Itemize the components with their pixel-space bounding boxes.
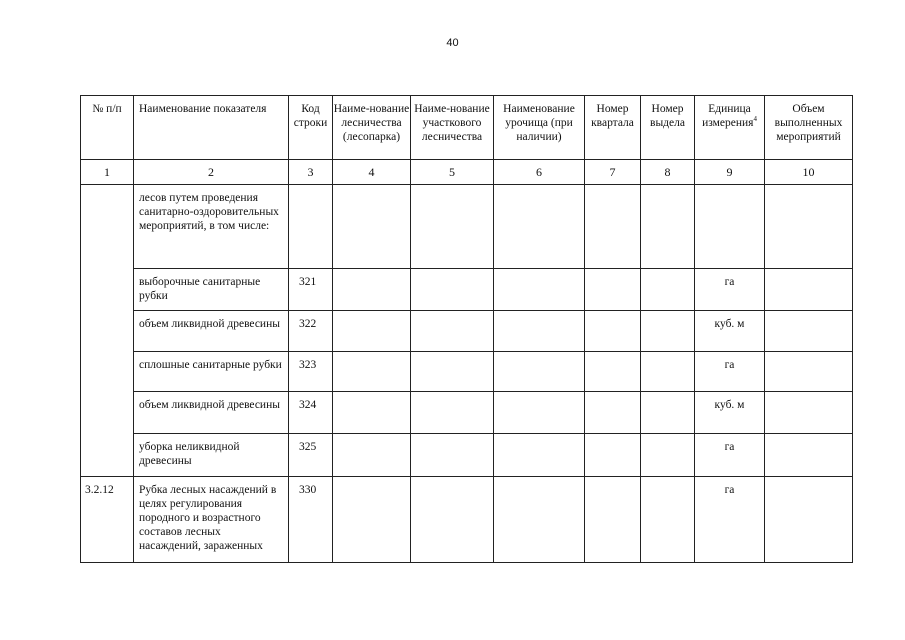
cell-empty xyxy=(411,434,494,477)
row-code: 322 xyxy=(289,311,333,352)
header-number: № п/п xyxy=(81,96,134,160)
cell-empty xyxy=(765,477,853,563)
cell-empty xyxy=(494,269,585,311)
cell-empty xyxy=(765,352,853,392)
row-unit: куб. м xyxy=(695,311,765,352)
cell-empty xyxy=(494,392,585,434)
cell-empty xyxy=(585,269,641,311)
header-allotment-number: Номер выдела xyxy=(641,96,695,160)
column-number: 4 xyxy=(333,160,411,185)
cell-empty xyxy=(641,352,695,392)
row-code: 324 xyxy=(289,392,333,434)
cell-empty xyxy=(494,311,585,352)
cell-empty xyxy=(641,477,695,563)
table-row xyxy=(81,392,853,434)
row-name: сплошные санитарные рубки xyxy=(134,352,289,392)
row-unit: га xyxy=(695,269,765,311)
header-unit-label: Единица измерения xyxy=(702,103,754,129)
cell-empty xyxy=(585,392,641,434)
cell-empty xyxy=(585,477,641,563)
cell-empty xyxy=(333,434,411,477)
cell-empty xyxy=(333,185,411,269)
table-row xyxy=(81,185,853,269)
cell-empty xyxy=(765,434,853,477)
cell-empty xyxy=(585,185,641,269)
row-name: выборочные санитарные рубки xyxy=(134,269,289,311)
row-unit xyxy=(695,185,765,269)
row-name: объем ликвидной древесины xyxy=(134,311,289,352)
header-quarter-number: Номер квартала xyxy=(585,96,641,160)
cell-empty xyxy=(765,269,853,311)
table-row xyxy=(81,477,853,563)
cell-empty xyxy=(494,352,585,392)
row-code xyxy=(289,185,333,269)
cell-empty xyxy=(411,269,494,311)
header-indicator-name: Наименование показателя xyxy=(134,96,289,160)
row-name: лесов путем проведения санитарно-оздоровительных мероприятий, в том числе: xyxy=(134,185,289,269)
cell-empty xyxy=(333,352,411,392)
table-row xyxy=(81,352,853,392)
cell-empty xyxy=(411,352,494,392)
row-number xyxy=(81,185,134,477)
header-row xyxy=(81,96,853,160)
cell-empty xyxy=(411,392,494,434)
header-tract: Наименование урочища (при наличии) xyxy=(494,96,585,160)
cell-empty xyxy=(585,434,641,477)
row-code: 323 xyxy=(289,352,333,392)
row-code: 321 xyxy=(289,269,333,311)
cell-empty xyxy=(641,311,695,352)
report-table xyxy=(80,95,853,563)
cell-empty xyxy=(641,392,695,434)
cell-empty xyxy=(411,185,494,269)
column-number: 5 xyxy=(411,160,494,185)
column-number: 2 xyxy=(134,160,289,185)
row-name: Рубка лесных насаждений в целях регулирования породного и возрастного составов лесных насаждений, зараженных xyxy=(134,477,289,563)
row-code: 330 xyxy=(289,477,333,563)
row-name: объем ликвидной древесины xyxy=(134,392,289,434)
column-number: 6 xyxy=(494,160,585,185)
cell-empty xyxy=(411,477,494,563)
row-unit: га xyxy=(695,352,765,392)
header-row-code: Код строки xyxy=(289,96,333,160)
table-row xyxy=(81,311,853,352)
column-number: 1 xyxy=(81,160,134,185)
cell-empty xyxy=(641,269,695,311)
cell-empty xyxy=(494,434,585,477)
row-unit: га xyxy=(695,434,765,477)
header-forestry: Наиме-нование лесничества (лесопарка) xyxy=(333,96,411,160)
row-number: 3.2.12 xyxy=(81,477,134,563)
cell-empty xyxy=(585,311,641,352)
row-code: 325 xyxy=(289,434,333,477)
cell-empty xyxy=(765,185,853,269)
row-name: уборка неликвидной древесины xyxy=(134,434,289,477)
cell-empty xyxy=(641,185,695,269)
table-row xyxy=(81,434,853,477)
cell-empty xyxy=(765,311,853,352)
unit-footnote-mark: 4 xyxy=(753,115,757,124)
cell-empty xyxy=(333,477,411,563)
table-row xyxy=(81,269,853,311)
cell-empty xyxy=(333,392,411,434)
cell-empty xyxy=(333,269,411,311)
header-volume: Объем выполненных мероприятий xyxy=(765,96,853,160)
cell-empty xyxy=(494,185,585,269)
column-number: 8 xyxy=(641,160,695,185)
cell-empty xyxy=(585,352,641,392)
row-unit: га xyxy=(695,477,765,563)
cell-empty xyxy=(765,392,853,434)
column-number: 10 xyxy=(765,160,853,185)
cell-empty xyxy=(641,434,695,477)
page-number: 40 xyxy=(446,37,459,49)
header-unit xyxy=(695,96,765,160)
column-number: 9 xyxy=(695,160,765,185)
header-district-forestry: Наиме-нование участкового лесничества xyxy=(411,96,494,160)
column-number-row xyxy=(81,160,853,185)
column-number: 7 xyxy=(585,160,641,185)
row-unit: куб. м xyxy=(695,392,765,434)
cell-empty xyxy=(333,311,411,352)
column-number: 3 xyxy=(289,160,333,185)
cell-empty xyxy=(494,477,585,563)
cell-empty xyxy=(411,311,494,352)
